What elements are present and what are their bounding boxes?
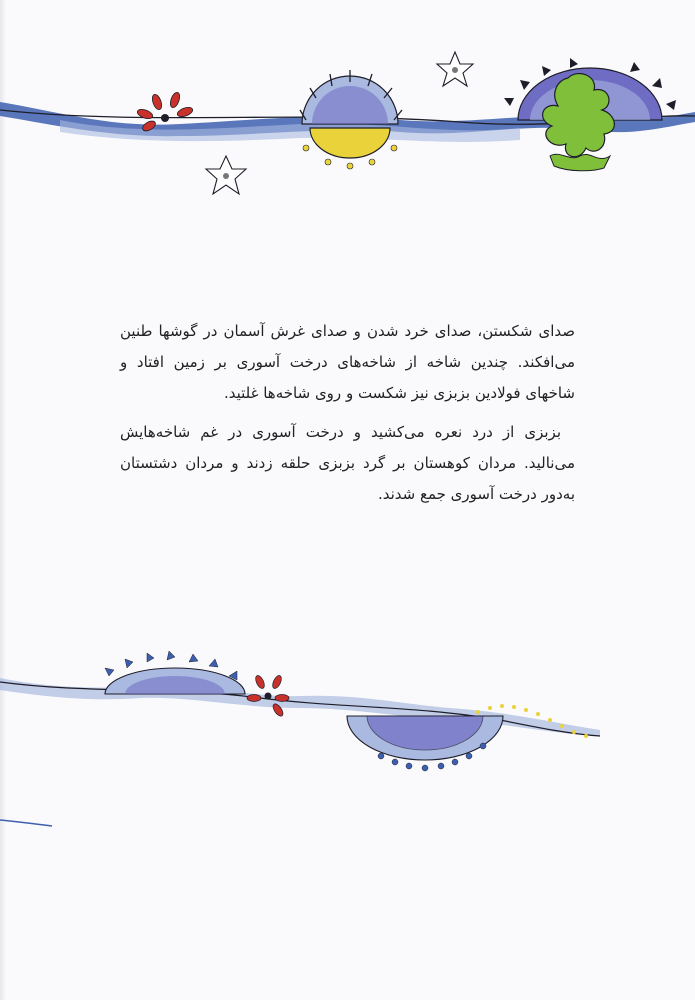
bottom-water-stroke [0, 678, 600, 736]
top-decoration [0, 40, 695, 215]
story-text [120, 316, 575, 518]
story-paragraph-1: صدای شکستن، صدای خرد شدن و صدای غرش آسمان در گوشها طنین می‌افکند. چندین شاخه از شاخه‌های درخت آسوری بر زمین افتاد و شاخهای فولادین بزبزی نیز شکست و روی شاخه‌ها غلتید. [120, 322, 575, 402]
story-paragraph-2: بزبزی از درد نعره می‌کشید و درخت آسوری در غم شاخه‌هایش می‌نالید. مردان کوهستان بر گرد بزبزی حلقه زدند و مردان دشتستان به‌دور درخت آسوری جمع شدند. [120, 423, 575, 503]
red-flower-icon [247, 674, 289, 718]
bottom-decoration [0, 650, 695, 830]
half-sun-icon [105, 651, 245, 694]
half-sun-icon [347, 716, 503, 771]
sun-flower-icon [300, 70, 402, 169]
white-star-icon [437, 52, 473, 86]
small-ink-stroke [0, 820, 52, 826]
white-star-icon [206, 156, 246, 194]
